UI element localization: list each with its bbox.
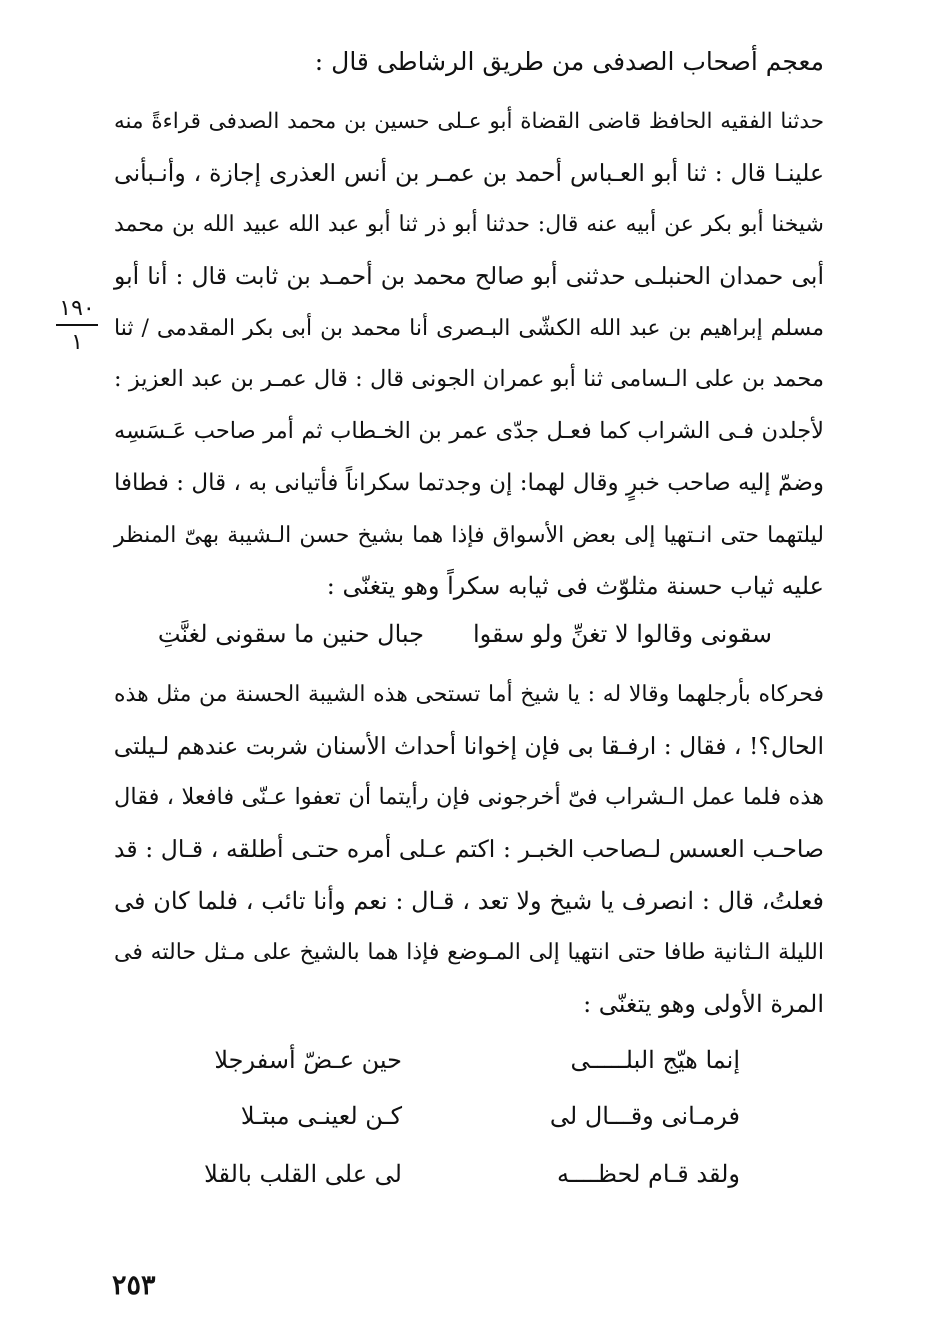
text-line: عليه ثياب حسنة مثلوّث فى ثيابه سكراً وهو يتغنّى : <box>326 572 824 601</box>
folio-number: ١٩٠ <box>59 296 95 321</box>
verse-row <box>120 1154 740 1194</box>
verse-row <box>120 1040 740 1080</box>
text-line: المرة الأولى وهو يتغنّى : <box>583 990 824 1019</box>
verse-second-hemistich: كـن لعينـى مبتـلا <box>240 1102 402 1130</box>
margin-folio-note <box>56 296 98 356</box>
text-line: أبى حمدان الحنبلـى حدثنى أبو صالح محمد بن أحمـد بن ثابت قال : أنا أبو <box>114 262 824 291</box>
paragraph-1 <box>114 96 824 613</box>
verse-second-hemistich: جبال حنين ما سقونى لغنَّتِ <box>157 620 424 648</box>
text-line: الليلة الـثانية طافا حتى انتهيا إلى المـوضع فإذا هما بالشيخ على مـثل حالته فى <box>114 940 824 966</box>
verse-first-hemistich: سقونى وقالوا لا تغنِّ ولو سقوا <box>472 620 772 648</box>
text-line: محمد بن على الـسامى ثنا أبو عمران الجونى قال : قال عمـر بن عبد العزيز : <box>114 366 824 393</box>
verse-second-hemistich: حين عـضّ أسفرجلا <box>214 1046 402 1074</box>
poem-verses <box>120 1040 740 1220</box>
text-line: هذه فلما عمل الـشراب فىّ أخرجونى فإن رأيتما أن تعفوا عـنّى فافعلا ، فقال <box>114 784 824 811</box>
paragraph-2 <box>114 669 824 1031</box>
text-line: فعلتُ، قال : انصرف يا شيخ ولا تعد ، قـال : نعم وأنا تائب ، فلما كان فى <box>114 886 824 915</box>
running-header: معجم أصحاب الصدفى من طريق الرشاطى قال : <box>314 47 824 76</box>
verse-first-hemistich: فرمـانى وقـــال لى <box>549 1102 740 1130</box>
verse-1 <box>152 614 772 654</box>
verse-first-hemistich: ولقد قـام لحظــــه <box>556 1160 740 1188</box>
text-line: مسلم إبراهيم بن عبد الله الكشّى البـصرى أنا محمد بن أبى بكر المقدمى / ثنا <box>114 315 824 341</box>
folio-rule <box>56 324 98 326</box>
verse-second-hemistich: لى على القلب بالقلا <box>204 1160 402 1188</box>
page-number: ٢٥٣ <box>112 1270 156 1301</box>
verse-first-hemistich: إنما هيّج البلـــــى <box>570 1046 740 1074</box>
folio-side: ١ <box>71 330 83 355</box>
text-line: علينـا قال : ثنا أبو العـباس أحمد بن عمـر بن أنس العذرى إجازة ، وأنـبأنى <box>114 158 824 187</box>
text-line: شيخنا أبو بكر عن أبيه عنه قال: حدثنا أبو ذر ثنا أبو عبد الله عبيد الله بن محمد <box>114 212 824 238</box>
text-line: فحركاه بأرجلهما وقالا له : يا شيخ أما تستحى هذه الشيبة الحسنة من مثل هذه <box>114 682 824 707</box>
verse-row <box>120 1096 740 1136</box>
text-line: الحال؟! ، فقال : ارفـقا بى فإن إخوانا أحداث الأسنان شربت عندهم لـيلتى <box>113 731 824 760</box>
text-line: ليلتهما حتى انـتهيا إلى بعض الأسواق فإذا هما بشيخ حسن الـشيبة بهىّ المنظر <box>114 522 824 548</box>
text-line: لأجلدن فـى الشراب كما فعـل جدّى عمر بن الخـطاب ثم أمر صاحب عَـسَسِه <box>114 418 824 445</box>
text-line: صاحـب العسس لـصاحب الخبـر : اكتم عـلى أمره حتـى أطلقه ، قـال : قد <box>114 835 824 864</box>
text-line: وضمّ إليه صاحب خبرٍ وقال لهما: إن وجدتما سكراناً فأتيانى به ، قال : فطافا <box>114 469 824 496</box>
text-line: حدثنا الفقيه الحافظ قاضى القضاة أبو عـلى حسين بن محمد الصدفى قراءةً منه <box>114 109 824 134</box>
